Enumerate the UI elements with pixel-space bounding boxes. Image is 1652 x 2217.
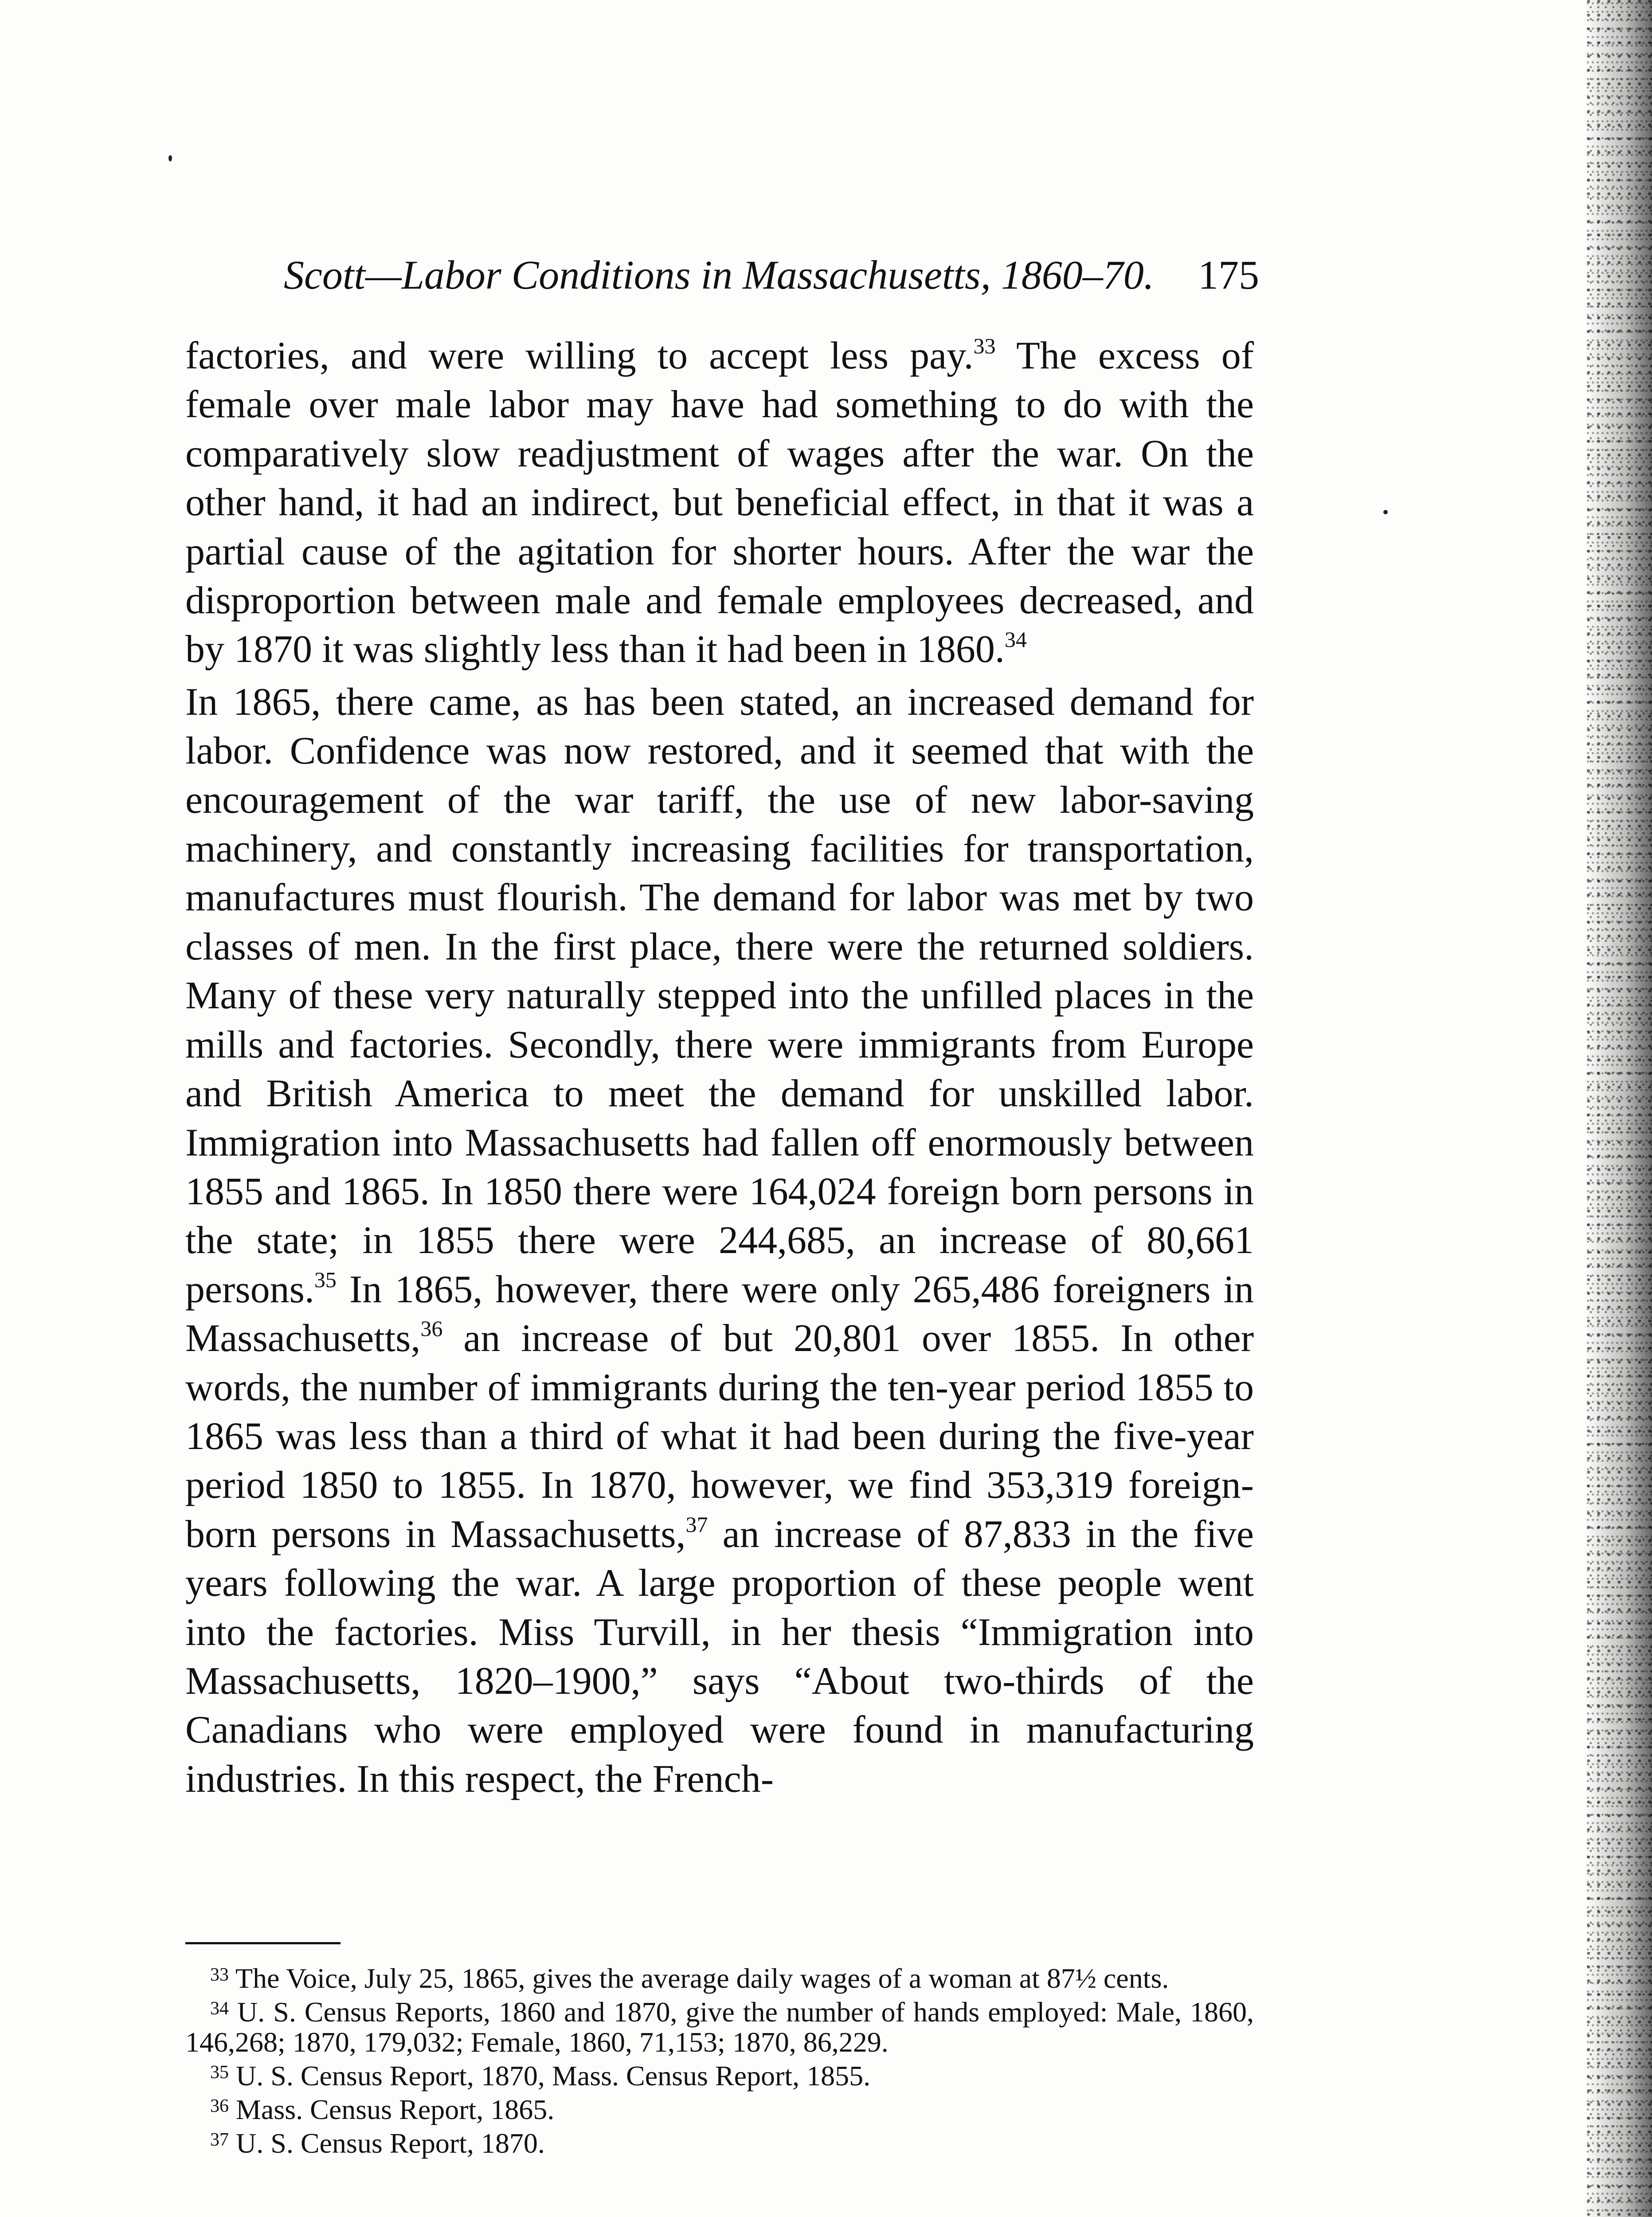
footnote bbox=[185, 1960, 1254, 1994]
footnotes bbox=[185, 1960, 1254, 2158]
footnote bbox=[185, 2125, 1254, 2158]
footnote-number: 36 bbox=[210, 2096, 229, 2116]
paragraph-text: an increase of but 20,801 over 1855. In other words, the number of immigrants during the ten-year period 1855 to 1865 was less than a third of what it had been during the five-year period 1850 to 1855. In 1870, however, we find 353,319 foreign-born persons in Massachusetts, bbox=[185, 1317, 1254, 1556]
footnote-text: The Voice, July 25, 1865, gives the average daily wages of a woman at 87½ cents. bbox=[229, 1962, 1169, 1994]
footnote-number: 34 bbox=[210, 1998, 229, 2019]
running-header bbox=[284, 248, 1259, 302]
running-title: Scott—Labor Conditions in Massachusetts, 1860–70. bbox=[284, 252, 1154, 298]
footnote-number: 33 bbox=[210, 1965, 229, 1985]
paragraph-text: In 1865, however, there were only 265,486 foreigners in Massachusetts, bbox=[185, 1268, 1254, 1360]
footnote-number: 35 bbox=[210, 2062, 229, 2083]
footnote-text: U. S. Census Report, 1870. bbox=[229, 2127, 545, 2159]
footnote bbox=[185, 2091, 1254, 2125]
footnote-rule bbox=[185, 1942, 341, 1944]
paragraph bbox=[185, 678, 1254, 1804]
footnote-text: U. S. Census Reports, 1860 and 1870, give the number of hands employed: Male, 1860, 146,268; 1870, 179,032; Female, 1860, 71,153; 1870, 86,229. bbox=[185, 1996, 1254, 2058]
footnote-reference: 36 bbox=[420, 1316, 443, 1341]
footnote-number: 37 bbox=[210, 2130, 229, 2150]
main-text bbox=[185, 332, 1254, 1804]
footnote-text: Mass. Census Report, 1865. bbox=[229, 2094, 555, 2125]
paragraph-text: The excess of female over male labor may have had something to do with the comparatively slow readjustment of wages after the war. On the other hand, it had an indirect, but beneficial effect, in that it was a partial cause of the agitation for shorter hours. After the war the disproportion between male and female employees decreased, and by 1870 it was slightly less than it had been in 1860. bbox=[185, 334, 1254, 671]
paragraph-text: an increase of 87,833 in the five years following the war. A large proportion of these people went into the factories. Miss Turvill, in her thesis “Immigration into Massachusetts, 1820–1900,” says “About two-thirds of the Canadians who were employed were found in manufacturing industries. In this respect, the French- bbox=[185, 1512, 1254, 1801]
paragraph bbox=[185, 332, 1254, 674]
paragraph-text: In 1865, there came, as has been stated, an increased demand for labor. Confidence was now restored, and it seemed that with the encouragement of the war tariff, the use of new labor-saving machinery, and constantly increasing facilities for transportation, manufactures must flourish. The demand for labor was met by two classes of men. In the first place, there were the returned soldiers. Many of these very naturally stepped into the unfilled places in the mills and factories. Secondly, there were immigrants from Europe and British America to meet the demand for unskilled labor. Immigration into Massachusetts had fallen off enormously between 1855 and 1865. In 1850 there were 164,024 foreign born persons in the state; in 1855 there were 244,685, an increase of 80,661 persons. bbox=[185, 680, 1254, 1311]
footnote-reference: 37 bbox=[685, 1512, 708, 1537]
footnote-reference: 35 bbox=[314, 1267, 337, 1292]
footnote-reference: 34 bbox=[1004, 627, 1027, 652]
footnote bbox=[185, 2057, 1254, 2091]
scan-speck bbox=[168, 155, 172, 161]
footnote bbox=[185, 1994, 1254, 2057]
scan-edge-shadow bbox=[1585, 0, 1652, 2217]
footnote-text: U. S. Census Report, 1870, Mass. Census Report, 1855. bbox=[229, 2060, 871, 2092]
paragraph-text: factories, and were willing to accept less pay. bbox=[185, 334, 974, 377]
scan-speck bbox=[1383, 510, 1388, 514]
page-number: 175 bbox=[1198, 252, 1259, 298]
footnote-reference: 33 bbox=[973, 333, 996, 358]
